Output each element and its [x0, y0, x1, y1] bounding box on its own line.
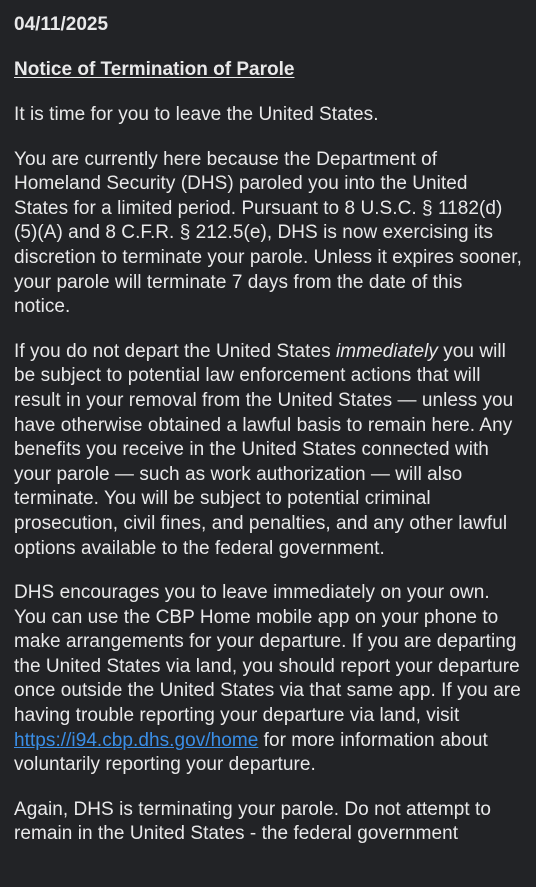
- paragraph-parole-termination: You are currently here because the Department of Homeland Security (DHS) paroled you into the United States for a limited period. Pursuant to 8 U.S.C. § 1182(d)(5)(A) and 8 C.F.R. § 212.5(e), DHS is now exercising its discretion to terminate your parole. Unless it expires sooner, your parole will terminate 7 days from the date of this notice.: [14, 148, 522, 318]
- paragraph-departure-text-end: for more information about voluntarily reporting your departure.: [14, 729, 488, 776]
- paragraph-departure-instructions: [14, 581, 522, 778]
- paragraph-leave-us: It is time for you to leave the United States.: [14, 104, 379, 125]
- paragraph-departure-text-start: DHS encourages you to leave immediately on your own. You can use the CBP Home mobile app on your phone to make arrangements for your departure. If you are departing the United States via land, you should report your departure once outside the United States via that same app. If you are having trouble reporting your departure via land, visit: [14, 582, 521, 727]
- notice-date: 04/11/2025: [14, 14, 109, 35]
- paragraph-consequences-text-end: you will be subject to potential law enforcement actions that will result in your removal from the United States — unless you have otherwise obtained a lawful basis to remain here. Any benefits you receive in the United States connected with your parole — such as work authorization — will also terminate. You will be subject to potential criminal prosecution, civil fines, and penalties, and any other lawful options available to the federal government.: [14, 340, 514, 559]
- paragraph-consequences-text-start: If you do not depart the United States: [14, 340, 336, 362]
- notice-title: Notice of Termination of Parole: [14, 59, 295, 80]
- immediately-emphasis: immediately: [336, 340, 438, 362]
- paragraph-consequences: [14, 340, 522, 561]
- cbp-i94-link[interactable]: https://i94.cbp.dhs.gov/home: [14, 729, 259, 751]
- paragraph-final-warning: Again, DHS is terminating your parole. Do not attempt to remain in the United States - the federal government: [14, 798, 491, 845]
